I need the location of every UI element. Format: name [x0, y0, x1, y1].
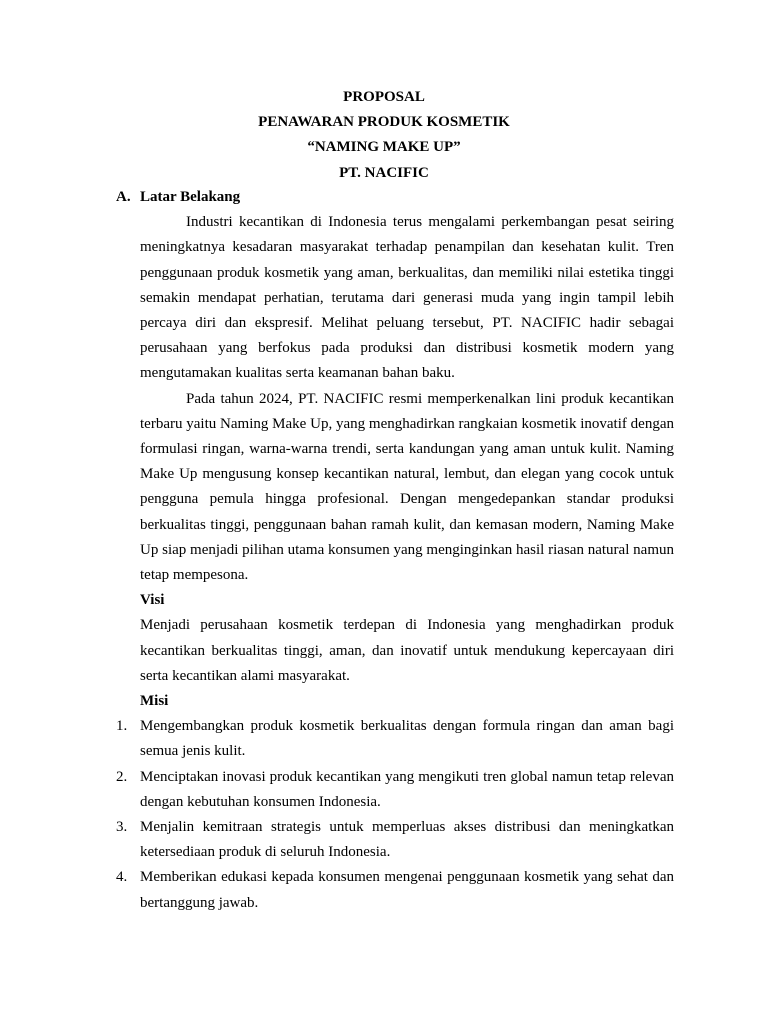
section-heading-latar-belakang: [116, 185, 674, 210]
misi-item-text: Menjalin kemitraan strategis untuk memperluas akses distribusi dan meningkatkan ketersediaan produk di seluruh Indonesia.: [140, 819, 674, 861]
misi-item: [116, 714, 674, 764]
misi-item: [116, 815, 674, 865]
misi-item-text: Memberikan edukasi kepada konsumen mengenai penggunaan kosmetik yang sehat dan bertanggung jawab.: [140, 869, 674, 911]
misi-item-text: Menciptakan inovasi produk kecantikan yang mengikuti tren global namun tetap relevan dengan kebutuhan konsumen Indonesia.: [140, 768, 674, 810]
misi-item-number: 4.: [116, 869, 128, 886]
misi-item-number: 1.: [116, 718, 128, 735]
section-heading-text: Latar Belakang: [140, 189, 241, 205]
title-line-product-name: “NAMING MAKE UP”: [307, 139, 461, 156]
misi-item-number: 3.: [116, 819, 128, 836]
misi-item: [116, 865, 674, 915]
misi-item-number: 2.: [116, 768, 128, 785]
visi-text: Menjadi perusahaan kosmetik terdepan di Indonesia yang menghadirkan produk kecantikan berkualitas tinggi, aman, dan inovatif untuk mendukung kepercayaan diri serta kecantikan alami masyarakat.: [140, 617, 674, 684]
title-line-company: PT. NACIFIC: [339, 164, 429, 181]
visi-heading: Visi: [140, 592, 165, 609]
misi-list: [116, 714, 674, 916]
document-title: [0, 85, 768, 186]
section-marker: A.: [116, 189, 131, 205]
title-line-proposal: PROPOSAL: [343, 89, 425, 105]
misi-item: [116, 765, 674, 815]
misi-item-text: Mengembangkan produk kosmetik berkualitas dengan formula ringan dan aman bagi semua jenis kulit.: [140, 718, 674, 760]
document-body: [116, 185, 674, 916]
misi-heading: Misi: [140, 693, 169, 710]
background-paragraph-1: Industri kecantikan di Indonesia terus mengalami perkembangan pesat seiring meningkatnya kesadaran masyarakat terhadap penampilan dan kesehatan kulit. Tren penggunaan produk kosmetik yang aman, berkualitas, dan memiliki nilai estetika tinggi semakin mendapat perhatian, terutama dari generasi muda yang ingin tampil lebih percaya diri dan ekspresif. Melihat peluang tersebut, PT. NACIFIC hadir sebagai perusahaan yang berfokus pada produksi dan distribusi kosmetik modern yang mengutamakan kualitas serta keamanan bahan baku.: [140, 214, 674, 382]
background-paragraph-2: Pada tahun 2024, PT. NACIFIC resmi memperkenalkan lini produk kecantikan terbaru yaitu Naming Make Up, yang menghadirkan rangkaian kosmetik inovatif dengan formulasi ringan, warna-warna trendi, serta kandungan yang aman untuk kulit. Naming Make Up mengusung konsep kecantikan natural, lembut, dan elegan yang cocok untuk pengguna pemula hingga profesional. Dengan mengedepankan standar produksi berkualitas tinggi, penggunaan bahan ramah kulit, dan kemasan modern, Naming Make Up siap menjadi pilihan utama konsumen yang menginginkan hasil riasan natural namun tetap mempesona.: [140, 390, 674, 584]
title-line-offer: PENAWARAN PRODUK KOSMETIK: [258, 114, 510, 131]
